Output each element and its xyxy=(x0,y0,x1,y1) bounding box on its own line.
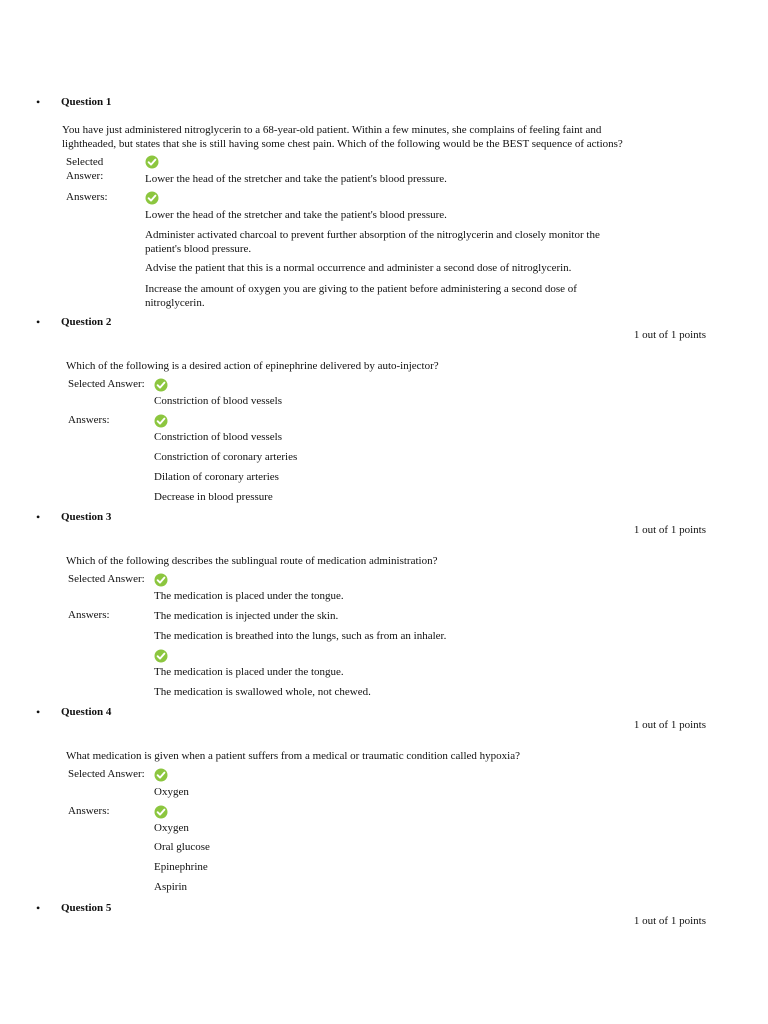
answer-option: Constriction of blood vessels xyxy=(154,431,283,443)
selected-answer-label: Selected Answer: xyxy=(68,573,145,585)
answer-option: Advise the patient that this is a normal occurrence and administer a second dose of nitroglycerin. xyxy=(145,262,572,274)
check-circle-icon xyxy=(145,191,159,205)
question-title: Question 1 xyxy=(61,96,112,108)
question-title: Question 4 xyxy=(61,706,112,718)
answer-option: The medication is injected under the skin. xyxy=(154,610,339,622)
check-circle-icon xyxy=(154,573,168,587)
answers-label: Answers: xyxy=(66,191,108,203)
answer-option: Administer activated charcoal to prevent further absorption of the nitroglycerin and closely monitor the patient's blood pressure. xyxy=(145,229,600,255)
question-prompt: Which of the following describes the sublingual route of medication administration? xyxy=(66,555,438,567)
answer-option: The medication is placed under the tongue. xyxy=(154,666,344,678)
question-title: Question 3 xyxy=(61,511,112,523)
answer-option: Oral glucose xyxy=(154,841,210,853)
points-score: 1 out of 1 points xyxy=(633,524,706,536)
answer-option: The medication is swallowed whole, not chewed. xyxy=(154,686,371,698)
question-prompt: You have just administered nitroglycerin to a 68-year-old patient. Within a few minutes, she complains of feeling faint and lightheaded, but states that she is still having some chest pain. Which of the following would be the BEST sequence of actions? xyxy=(62,124,623,150)
bullet-dot: • xyxy=(36,705,41,719)
question-title: Question 5 xyxy=(61,902,112,914)
check-circle-icon xyxy=(154,768,168,782)
bullet-dot: • xyxy=(36,901,41,915)
check-circle-icon xyxy=(154,649,168,663)
points-score: 1 out of 1 points xyxy=(633,915,706,927)
answer-option: Dilation of coronary arteries xyxy=(154,471,279,483)
question-prompt: Which of the following is a desired action of epinephrine delivered by auto-injector? xyxy=(66,360,439,372)
answer-option: Lower the head of the stretcher and take the patient's blood pressure. xyxy=(145,209,447,221)
selected-answer-label: Selected Answer: xyxy=(66,156,104,182)
answer-option: Constriction of coronary arteries xyxy=(154,451,298,463)
bullet-dot: • xyxy=(36,315,41,329)
selected-answer: Oxygen xyxy=(154,786,189,798)
bullet-dot: • xyxy=(36,95,41,109)
selected-answer-label: Selected Answer: xyxy=(68,378,145,390)
selected-answer-label: Selected Answer: xyxy=(68,768,145,780)
answers-label: Answers: xyxy=(68,609,110,621)
selected-answer: Constriction of blood vessels xyxy=(154,395,283,407)
question-prompt: What medication is given when a patient suffers from a medical or traumatic condition called hypoxia? xyxy=(66,750,521,762)
answer-option: The medication is breathed into the lungs, such as from an inhaler. xyxy=(154,630,447,642)
answer-option: Decrease in blood pressure xyxy=(154,491,273,503)
answer-option: Oxygen xyxy=(154,822,189,834)
answer-option: Aspirin xyxy=(154,881,187,893)
answer-option: Increase the amount of oxygen you are giving to the patient before administering a second dose of nitroglycerin. xyxy=(145,283,577,309)
check-circle-icon xyxy=(154,414,168,428)
check-circle-icon xyxy=(145,155,159,169)
points-score: 1 out of 1 points xyxy=(633,719,706,731)
answer-option: Epinephrine xyxy=(154,861,208,873)
check-circle-icon xyxy=(154,805,168,819)
points-score: 1 out of 1 points xyxy=(633,329,706,341)
selected-answer: The medication is placed under the tongue. xyxy=(154,590,344,602)
answers-label: Answers: xyxy=(68,805,110,817)
bullet-dot: • xyxy=(36,510,41,524)
answers-label: Answers: xyxy=(68,414,110,426)
question-title: Question 2 xyxy=(61,316,112,328)
selected-answer: Lower the head of the stretcher and take the patient's blood pressure. xyxy=(145,173,447,185)
check-circle-icon xyxy=(154,378,168,392)
